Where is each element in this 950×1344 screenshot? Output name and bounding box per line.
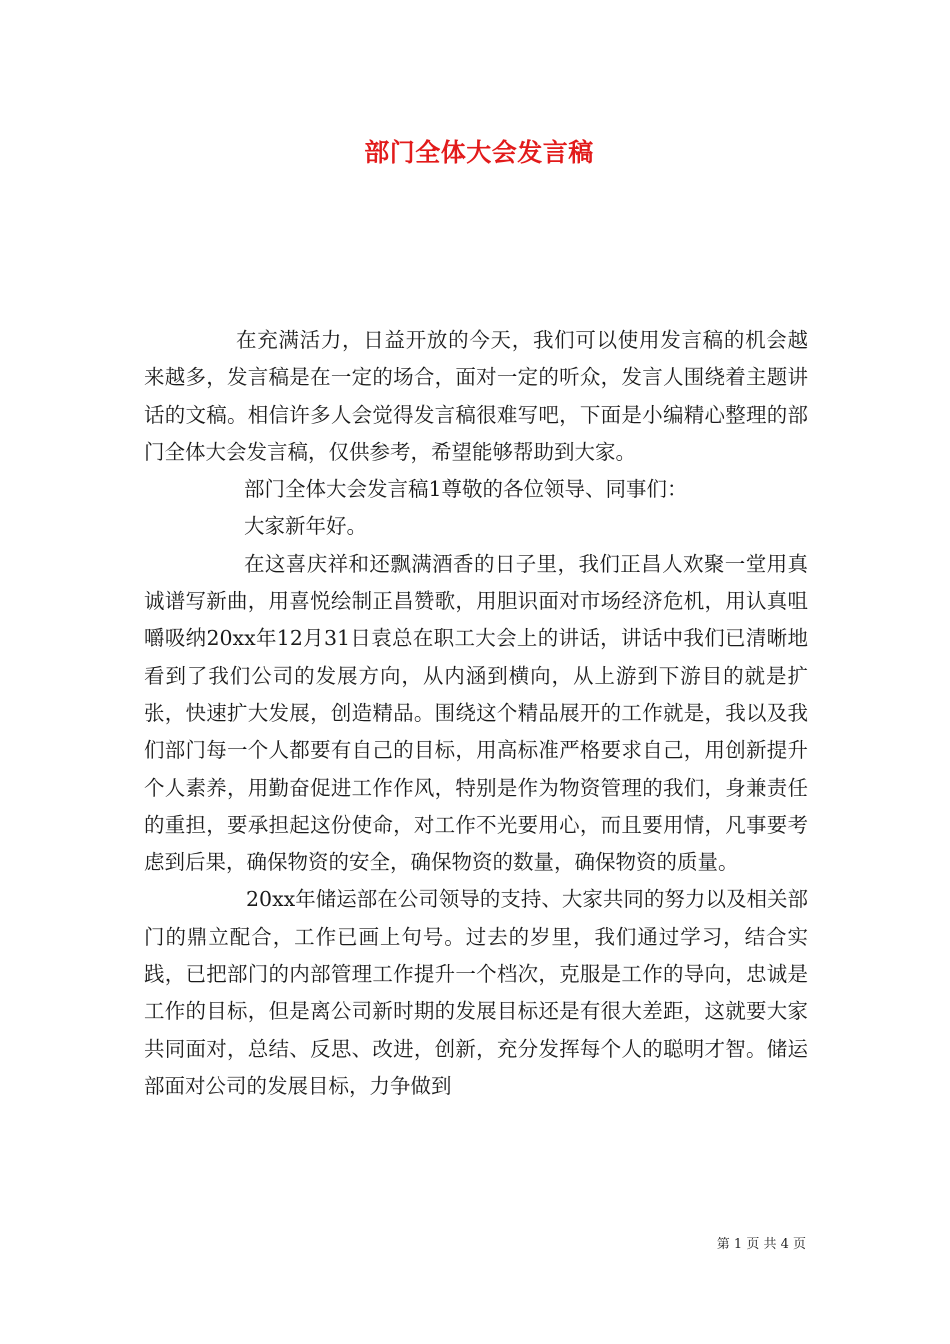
document-body: [144, 322, 808, 1105]
paragraph-salutation: 部门全体大会发言稿1尊敬的各位领导、同事们：: [244, 477, 688, 502]
paragraph-greeting: 大家新年好。: [244, 514, 367, 539]
paragraph-intro: 在充满活力，日益开放的今天，我们可以使用发言稿的机会越来越多，发言稿是在一定的场合，面对一定的听众，发言人围绕着主题讲话的文稿。相信许多人会觉得发言稿很难写吧，下面是小编精心整理的部门全体大会发言稿，仅供参考，希望能够帮助到大家。: [144, 328, 808, 464]
page-number: 第 1 页 共 4 页: [716, 1237, 806, 1252]
paragraph-body-2: 20xx年储运部在公司领导的支持、大家共同的努力以及相关部门的鼎立配合，工作已画上句号。过去的岁里，我们通过学习，结合实践，已把部门的内部管理工作提升一个档次，克服是工作的导向，忠诚是工作的目标，但是离公司新时期的发展目标还是有很大差距，这就要大家共同面对，总结、反思、改进，创新，充分发挥每个人的聪明才智。储运部面对公司的发展目标，力争做到: [144, 887, 808, 1098]
document-title: 部门全体大会发言稿: [364, 138, 594, 167]
paragraph-body-1: 在这喜庆祥和还飘满酒香的日子里，我们正昌人欢聚一堂用真诚谱写新曲，用喜悦绘制正昌赞歌，用胆识面对市场经济危机，用认真咀嚼吸纳20xx年12月31日袁总在职工大会上的讲话，讲话中我们已清晰地看到了我们公司的发展方向，从内涵到横向，从上游到下游目的就是扩张，快速扩大发展，创造精品。围绕这个精品展开的工作就是，我以及我们部门每一个人都要有自己的目标，用高标准严格要求自己，用创新提升个人素养，用勤奋促进工作作风，特别是作为物资管理的我们，身兼责任的重担，要承担起这份使命，对工作不光要用心，而且要用情，凡事要考虑到后果，确保物资的安全，确保物资的数量，确保物资的质量。: [144, 551, 808, 875]
